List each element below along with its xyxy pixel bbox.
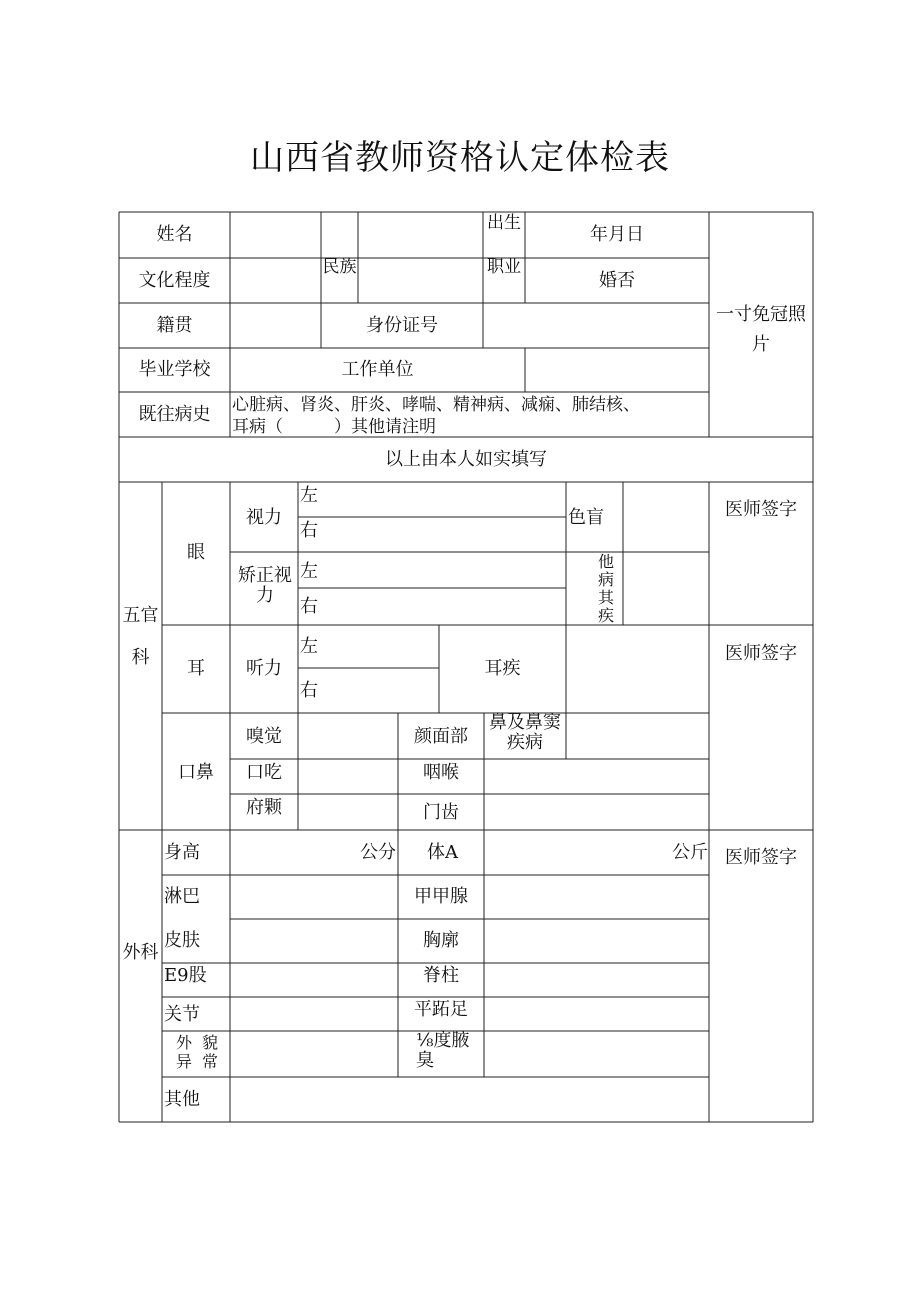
self-fill-note: 以上由本人如实填写 bbox=[385, 449, 547, 470]
ethnicity-label: 民族 bbox=[322, 257, 357, 277]
joint-label: 关节 bbox=[164, 1004, 200, 1025]
color-blind-label: 色盲 bbox=[568, 507, 604, 528]
face-label: 颜面部 bbox=[414, 726, 468, 747]
corrected-vision-label: 矫正视力 bbox=[238, 565, 292, 606]
ear-label: 耳 bbox=[187, 658, 205, 679]
marital-label: 婚否 bbox=[599, 270, 635, 291]
facial-section-label: 五官科 bbox=[122, 605, 159, 668]
teeth-label: 门齿 bbox=[423, 802, 459, 823]
surgery-doctor-sign-label: 医师签字 bbox=[725, 847, 797, 868]
body-odor-label: ⅛度腋臭 bbox=[416, 1030, 470, 1071]
lymph-label: 淋巴 bbox=[164, 886, 200, 907]
history-label: 既往病史 bbox=[138, 404, 211, 425]
hearing-label: 听力 bbox=[246, 658, 282, 679]
mouth-nose-label: 口鼻 bbox=[178, 762, 214, 783]
weight-label: 体A bbox=[427, 842, 458, 863]
hearing-right-label: 右 bbox=[300, 680, 318, 701]
height-unit: 公分 bbox=[360, 842, 396, 863]
hearing-left-label: 左 bbox=[300, 636, 318, 657]
jaw-label: 府颗 bbox=[246, 797, 282, 818]
name-label: 姓名 bbox=[156, 224, 193, 245]
ear-disease-label: 耳疾 bbox=[484, 658, 521, 679]
skin-label: 皮肤 bbox=[164, 930, 200, 951]
corrected-right-label: 右 bbox=[300, 596, 318, 617]
photo-placeholder: 一寸免冠照片 bbox=[716, 304, 806, 355]
page-title: 山西省教师资格认定体检表 bbox=[250, 138, 670, 178]
surgery-section-label: 外科 bbox=[122, 942, 159, 963]
eye-doctor-sign-label: 医师签字 bbox=[725, 499, 797, 520]
stutter-label: 口吃 bbox=[246, 762, 282, 783]
birth-label: 出生 bbox=[487, 213, 521, 233]
other-label: 其他 bbox=[164, 1089, 200, 1110]
eye-label: 眼 bbox=[187, 542, 205, 563]
flatfoot-label: 平跖足 bbox=[414, 999, 468, 1020]
weight-unit: 公斤 bbox=[672, 842, 708, 863]
work-unit-label: 工作单位 bbox=[341, 359, 414, 380]
birth-date-value: 年月日 bbox=[590, 224, 644, 245]
height-label: 身高 bbox=[164, 842, 200, 863]
thigh-label: E9股 bbox=[164, 965, 207, 986]
spine-label: 脊柱 bbox=[423, 965, 459, 986]
corrected-left-label: 左 bbox=[300, 561, 318, 582]
chest-label: 胸廓 bbox=[423, 930, 459, 951]
smell-label: 嗅觉 bbox=[246, 726, 282, 747]
thyroid-label: 甲甲腺 bbox=[414, 886, 468, 907]
history-line-1: 心脏病、肾炎、肝炎、哮喘、精神病、减痫、肺结核、 bbox=[232, 395, 640, 415]
other-eye-disease-label: 他病其疾 bbox=[597, 552, 614, 625]
history-line-2: 耳病（ ）其他请注明 bbox=[232, 417, 436, 437]
vision-right-label: 右 bbox=[300, 520, 318, 541]
appearance-label: 外貌异常 bbox=[176, 1033, 229, 1071]
occupation-label: 职业 bbox=[487, 257, 521, 277]
native-place-label: 籍贯 bbox=[156, 315, 193, 336]
school-label: 毕业学校 bbox=[138, 359, 211, 380]
vision-left-label: 左 bbox=[300, 485, 318, 506]
nasal-disease-label: 鼻及鼻窦疾病 bbox=[489, 712, 561, 753]
throat-label: 咽喉 bbox=[423, 762, 459, 783]
id-number-label: 身份证号 bbox=[366, 315, 438, 336]
vision-label: 视力 bbox=[246, 507, 282, 528]
education-label: 文化程度 bbox=[138, 270, 211, 291]
ear-doctor-sign-label: 医师签字 bbox=[725, 643, 797, 664]
